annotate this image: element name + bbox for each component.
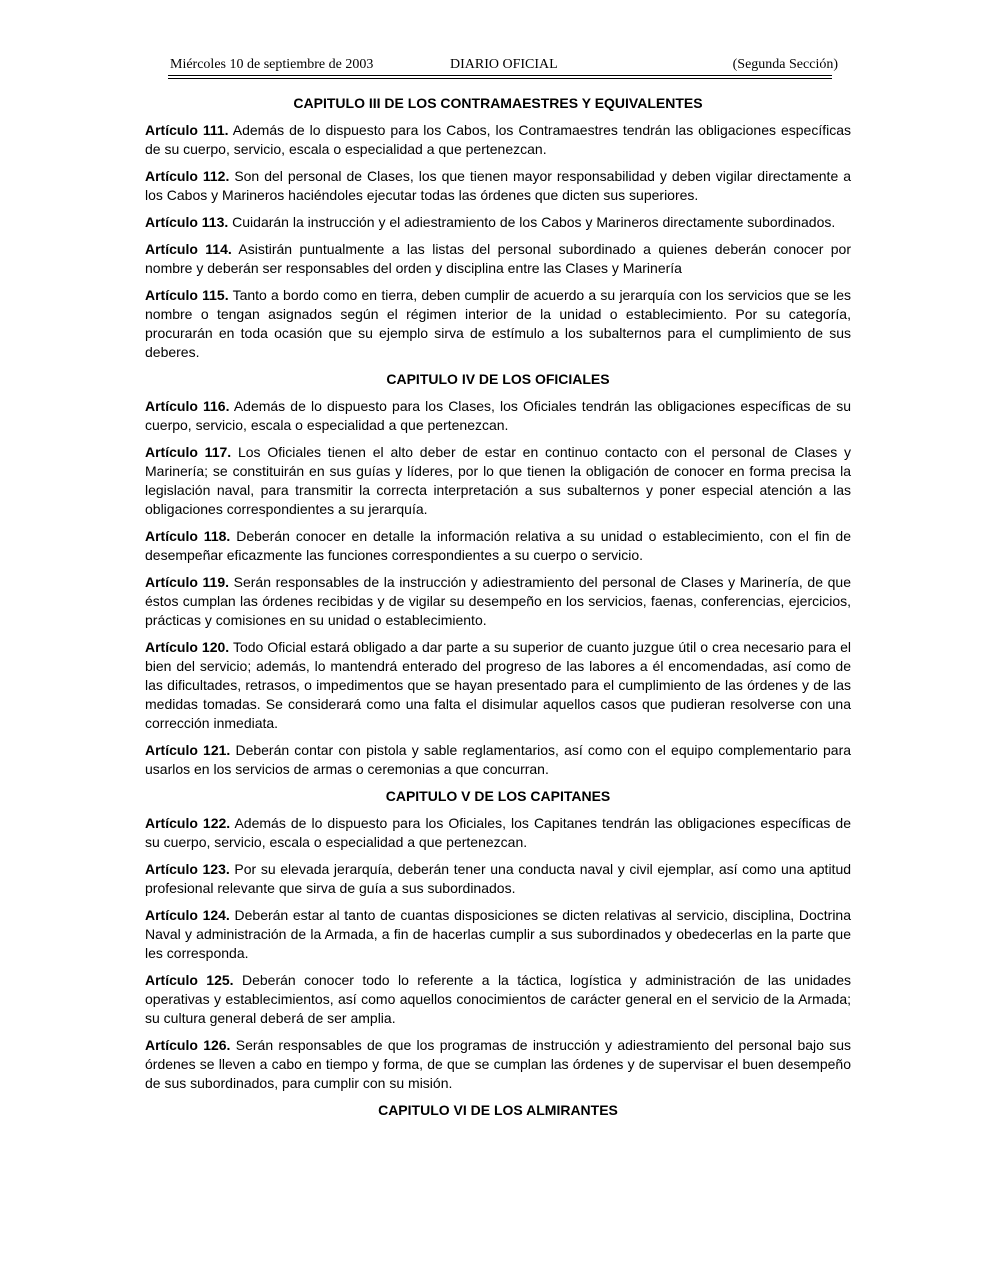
article-text: Por su elevada jerarquía, deberán tener una conducta naval y civil ejemplar, así como una aptitud profesional relevante que sirva de guía a sus subordinados. — [145, 861, 852, 896]
article-paragraph — [145, 971, 851, 1028]
article-number: Artículo 117. — [145, 444, 232, 460]
header-title: DIARIO OFICIAL — [450, 57, 558, 72]
chapter-heading: CAPITULO IV DE LOS OFICIALES — [386, 371, 610, 387]
article-number: Artículo 114. — [145, 241, 232, 257]
article-number: Artículo 126. — [145, 1037, 231, 1053]
article-number: Artículo 111. — [145, 122, 229, 138]
article-number: Artículo 118. — [145, 528, 231, 544]
header-rule-bottom — [168, 78, 832, 79]
article-number: Artículo 123. — [145, 861, 230, 877]
page-header — [168, 57, 838, 77]
document-body — [145, 94, 851, 1128]
article-text: Asistirán puntualmente a las listas del personal subordinado a quienes deberán conocer por nombre y deberán ser responsables del orden y disciplina entre las Clases y Marinería — [145, 241, 851, 276]
article-paragraph — [145, 638, 851, 733]
article-text: Todo Oficial estará obligado a dar parte a su superior de cuanto juzgue útil o crea necesario para el bien del servicio; además, lo mantendrá enterado del progreso de las labores a él encomendadas, así como de las dificultades, retrasos, o impedimentos que se hayan presentado para el cumplimiento de las órdenes y de las medidas tomadas. Se considerará como una falta el disimular aquellos casos que pudieran resolverse con una corrección inmediata. — [145, 639, 851, 731]
article-paragraph — [145, 443, 851, 519]
article-text: Serán responsables de la instrucción y adiestramiento del personal de Clases y Marinería, de que éstos cumplan las órdenes recibidas y de vigilar su desempeño en los servicios, faenas, conferencias, ejercicios, prácticas y comisiones en su unidad o establecimiento. — [145, 574, 851, 628]
article-paragraph — [145, 121, 851, 159]
article-paragraph — [145, 741, 851, 779]
header-rule-top — [168, 75, 832, 76]
article-text: Deberán contar con pistola y sable reglamentarios, así como con el equipo complementario para usarlos en los servicios de armas o ceremonias a que concurran. — [145, 742, 852, 777]
chapter-heading: CAPITULO VI DE LOS ALMIRANTES — [378, 1102, 618, 1118]
article-paragraph — [145, 860, 851, 898]
article-paragraph — [145, 240, 851, 278]
article-number: Artículo 115. — [145, 287, 229, 303]
article-text: Tanto a bordo como en tierra, deben cumplir de acuerdo a su jerarquía con los servicios que se les nombre o tengan asignados según el régimen interior de la unidad o establecimiento. Por su categoría, procurarán en toda ocasión que su ejemplo sirva de estímulo a los subalternos para el cumplimiento de sus deberes. — [145, 287, 851, 360]
article-paragraph — [145, 906, 851, 963]
article-number: Artículo 124. — [145, 907, 230, 923]
article-paragraph — [145, 286, 851, 362]
article-paragraph — [145, 213, 851, 232]
article-paragraph — [145, 167, 851, 205]
header-date: Miércoles 10 de septiembre de 2003 — [170, 57, 374, 72]
article-paragraph — [145, 1036, 851, 1093]
article-text: Además de lo dispuesto para los Clases, los Oficiales tendrán las obligaciones específicas de su cuerpo, servicio, escala o especialidad a que pertenezcan. — [145, 398, 851, 433]
article-number: Artículo 121. — [145, 742, 231, 758]
article-number: Artículo 122. — [145, 815, 231, 831]
article-number: Artículo 120. — [145, 639, 230, 655]
article-text: Deberán estar al tanto de cuantas disposiciones se dicten relativas al servicio, disciplina, Doctrina Naval y administración de la Armada, a fin de hacerlas cumplir a sus subordinados y obedecerlas en la parte que les corresponda. — [145, 907, 851, 961]
article-number: Artículo 113. — [145, 214, 229, 230]
article-number: Artículo 119. — [145, 574, 229, 590]
chapter-heading: CAPITULO V DE LOS CAPITANES — [385, 788, 611, 804]
article-paragraph — [145, 527, 851, 565]
chapter-heading: CAPITULO III DE LOS CONTRAMAESTRES Y EQUIVALENTES — [293, 95, 703, 111]
article-number: Artículo 125. — [145, 972, 234, 988]
article-paragraph — [145, 573, 851, 630]
article-text: Serán responsables de que los programas de instrucción y adiestramiento del personal bajo sus órdenes se lleven a cabo en tiempo y forma, de que se cumplan las órdenes y de supervisar el buen desempeño de sus subordinados, para cumplir con su misión. — [145, 1037, 852, 1091]
article-text: Deberán conocer en detalle la información relativa a su unidad o establecimiento, con el fin de desempeñar eficazmente las funciones correspondientes a su cuerpo o servicio. — [145, 528, 851, 563]
article-number: Artículo 112. — [145, 168, 230, 184]
article-paragraph — [145, 814, 851, 852]
header-section: (Segunda Sección) — [732, 57, 838, 72]
article-number: Artículo 116. — [145, 398, 230, 414]
article-text: Son del personal de Clases, los que tienen mayor responsabilidad y deben vigilar directamente a los Cabos y Marineros haciéndoles ejecutar todas las órdenes que dicten sus superiores. — [145, 168, 851, 203]
article-text: Los Oficiales tienen el alto deber de estar en continuo contacto con el personal de Clases y Marinería; se constituirán en sus guías y líderes, por lo que tienen la obligación de conocer en forma precisa la legislación naval, para transmitir la correcta interpretación a sus subalternos y poner especial atención a las obligaciones correspondientes a su jerarquía. — [145, 444, 851, 517]
article-text: Deberán conocer todo lo referente a la táctica, logística y administración de las unidades operativas y establecimientos, así como aquellos conocimientos de carácter general en el servicio de la Armada; su cultura general deberá de ser amplia. — [145, 972, 851, 1026]
article-text: Además de lo dispuesto para los Oficiales, los Capitanes tendrán las obligaciones específicas de su cuerpo, servicio, escala o especialidad a que pertenezcan. — [145, 815, 852, 850]
article-text: Cuidarán la instrucción y el adiestramiento de los Cabos y Marineros directamente subordinados. — [232, 214, 836, 230]
article-paragraph — [145, 397, 851, 435]
article-text: Además de lo dispuesto para los Cabos, los Contramaestres tendrán las obligaciones específicas de su cuerpo, servicio, escala o especialidad a que pertenezcan. — [145, 122, 851, 157]
